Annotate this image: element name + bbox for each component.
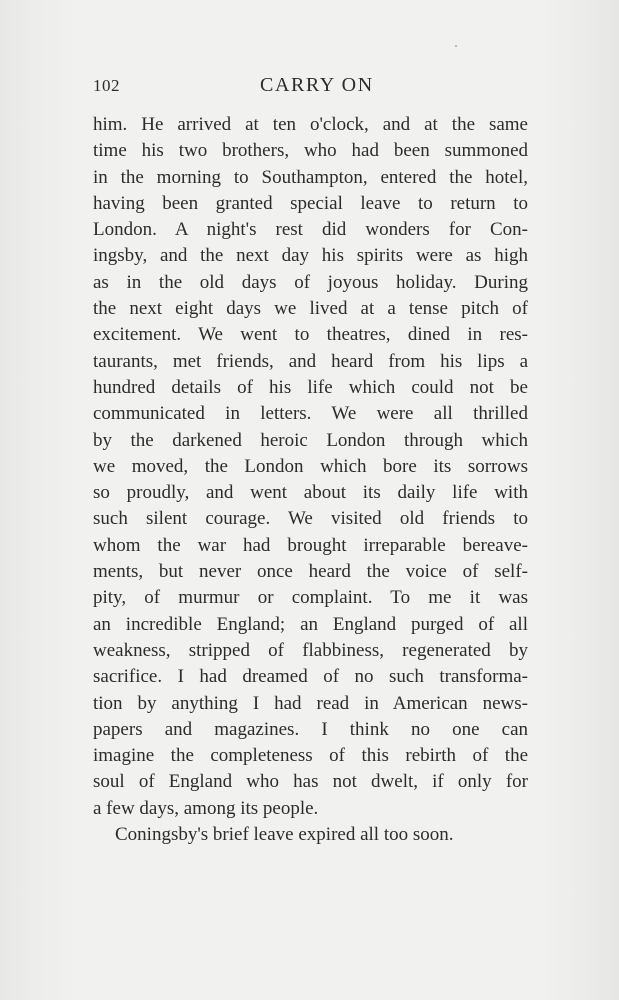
text-line: excitement. We went to theatres, dined in res- — [93, 324, 528, 346]
text-line: sacrifice. I had dreamed of no such transforma- — [93, 666, 528, 688]
text-line: weakness, stripped of flabbiness, regenerated by — [93, 639, 528, 661]
text-line: as in the old days of joyous holiday. During — [93, 271, 528, 293]
text-line: papers and magazines. I think no one can — [93, 718, 528, 740]
text-line: pity, of murmur or complaint. To me it was — [93, 587, 528, 609]
text-line: soul of England who has not dwelt, if only for — [93, 771, 528, 793]
paragraph-first-line: Coningsby's brief leave expired all too soon. — [115, 824, 454, 846]
text-line: time his two brothers, who had been summoned — [93, 140, 528, 162]
text-line: whom the war had brought irreparable bereave- — [93, 534, 528, 556]
text-line: ingsby, and the next day his spirits were as high — [93, 245, 528, 267]
text-line: so proudly, and went about its daily life with — [93, 482, 528, 504]
text-line: the next eight days we lived at a tense pitch of — [93, 298, 528, 320]
running-title: CARRY ON — [260, 74, 374, 96]
text-line: communicated in letters. We were all thrilled — [93, 403, 528, 425]
text-line: imagine the completeness of this rebirth of the — [93, 745, 528, 767]
text-line: having been granted special leave to return to — [93, 192, 528, 214]
body-text — [93, 112, 528, 848]
text-line: hundred details of his life which could not be — [93, 376, 528, 398]
text-line: in the morning to Southampton, entered the hotel, — [93, 166, 528, 188]
text-line: tion by anything I had read in American news- — [93, 692, 528, 714]
paragraph-end-line: a few days, among its people. — [93, 797, 319, 819]
text-line: ments, but never once heard the voice of self- — [93, 561, 528, 583]
page-header — [93, 74, 528, 102]
text-line: an incredible England; an England purged of all — [93, 613, 528, 635]
text-line: we moved, the London which bore its sorrows — [93, 455, 528, 477]
page-number: 102 — [93, 76, 120, 95]
text-line: taurants, met friends, and heard from his lips a — [93, 350, 528, 372]
text-line: London. A night's rest did wonders for Con- — [93, 219, 528, 241]
text-line: him. He arrived at ten o'clock, and at the same — [93, 114, 528, 135]
text-line: such silent courage. We visited old friends to — [93, 508, 528, 530]
text-line: by the darkened heroic London through which — [93, 429, 528, 451]
paper-speck — [455, 45, 457, 47]
